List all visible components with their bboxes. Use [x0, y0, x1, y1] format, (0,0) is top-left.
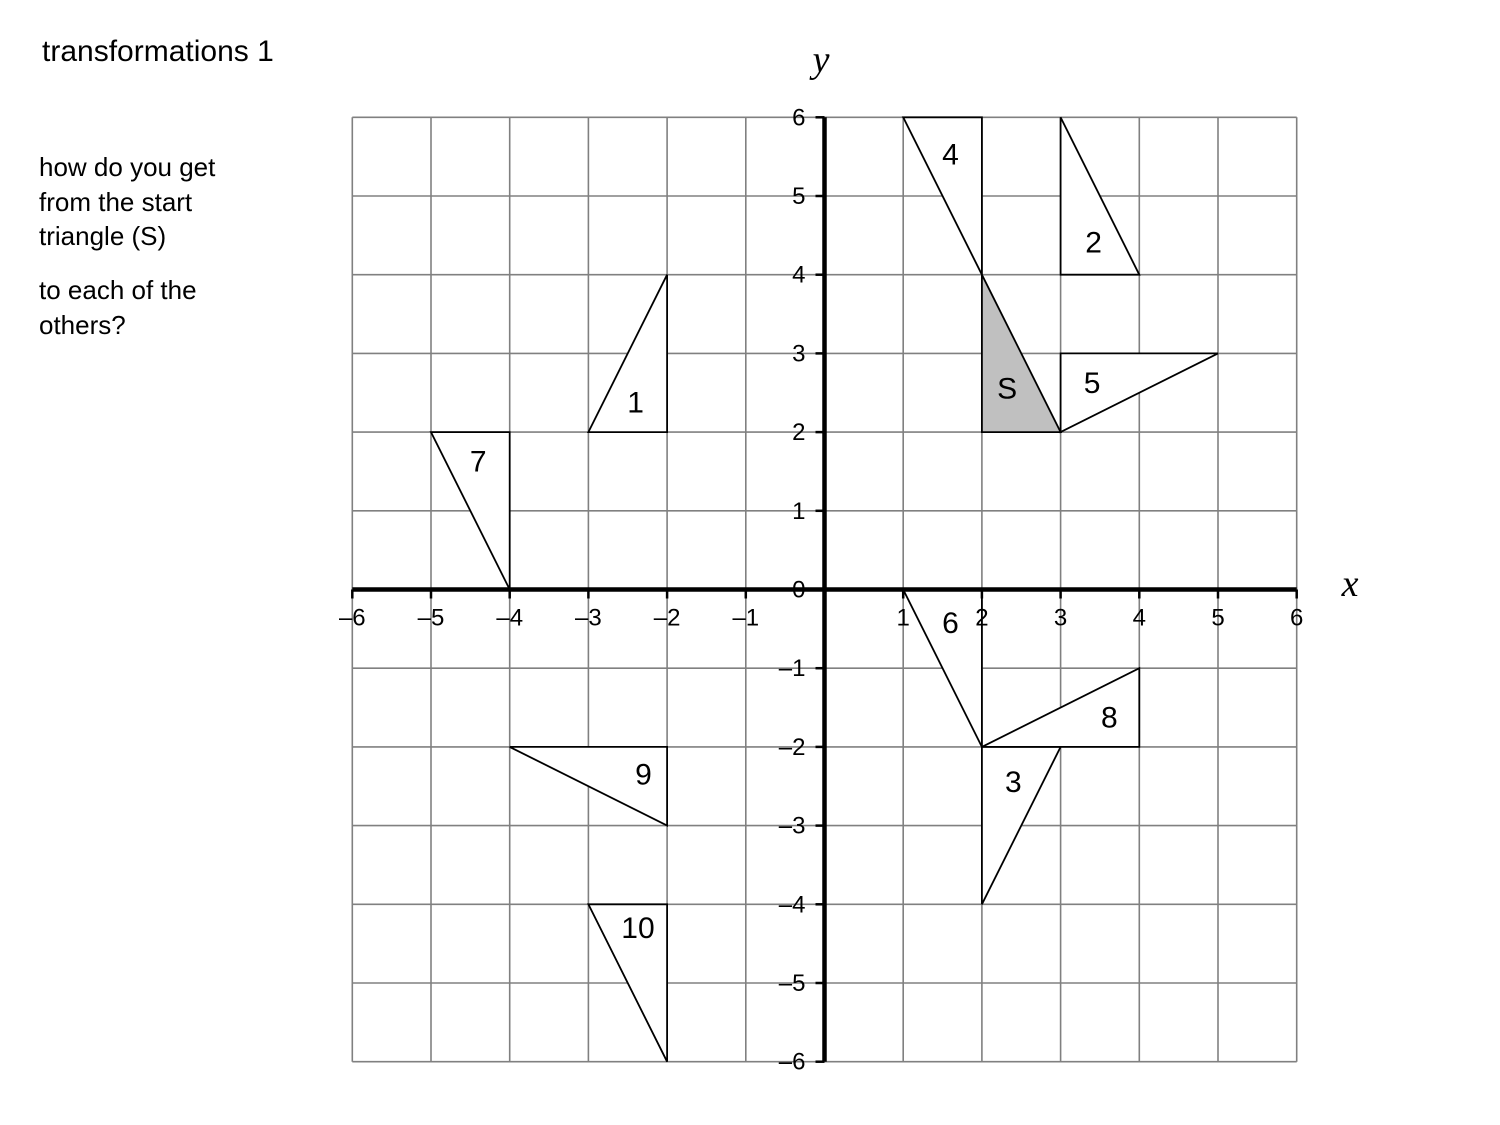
y-tick-label: 1 — [792, 497, 806, 525]
triangle-label-8: 8 — [1101, 701, 1118, 735]
x-tick-label: 1 — [896, 604, 910, 632]
triangle-label-6: 6 — [942, 606, 959, 640]
x-tick-label: –5 — [417, 604, 445, 632]
page-title: transformations 1 — [42, 35, 274, 68]
triangle-label-9: 9 — [635, 758, 652, 792]
triangle-label-10: 10 — [621, 912, 655, 946]
x-tick-label: 3 — [1053, 604, 1068, 632]
x-tick-label: –2 — [653, 604, 681, 632]
x-tick-label: –4 — [496, 604, 524, 632]
y-tick-label: 0 — [792, 576, 806, 604]
triangle-label-5: 5 — [1083, 366, 1101, 400]
x-tick-label: 2 — [975, 604, 989, 632]
x-axis-label: x — [1341, 563, 1359, 605]
y-tick-label: –1 — [778, 655, 806, 683]
y-tick-label: –2 — [778, 733, 806, 761]
y-tick-label: 6 — [792, 104, 806, 132]
triangle-label-s: S — [997, 372, 1018, 406]
y-tick-label: –5 — [778, 970, 806, 997]
y-tick-label: 4 — [792, 261, 806, 289]
y-axis-label: y — [812, 39, 830, 81]
x-tick-label: –1 — [732, 604, 760, 632]
tick-labels — [339, 39, 1359, 1076]
y-tick-label: –6 — [778, 1048, 806, 1076]
y-tick-label: –4 — [778, 891, 806, 919]
triangle-label-7: 7 — [469, 445, 487, 479]
triangle-label-2: 2 — [1085, 226, 1102, 260]
y-tick-label: 3 — [792, 340, 806, 368]
x-tick-label: 5 — [1211, 604, 1225, 632]
x-tick-label: –6 — [338, 604, 366, 632]
triangle-label-1: 1 — [627, 386, 644, 420]
x-tick-label: 6 — [1290, 604, 1304, 632]
y-tick-label: –3 — [778, 812, 806, 840]
question-text-line2: to each of the others? — [39, 275, 197, 340]
y-tick-label: 2 — [792, 419, 806, 447]
triangle-label-4: 4 — [942, 138, 959, 172]
y-tick-label: 5 — [792, 183, 806, 210]
question-text-line1: how do you get from the start triangle (S) — [39, 152, 216, 251]
axes — [352, 117, 1296, 1061]
x-tick-label: 4 — [1132, 604, 1146, 632]
x-tick-label: –3 — [575, 604, 602, 632]
triangle-label-3: 3 — [1005, 765, 1022, 799]
